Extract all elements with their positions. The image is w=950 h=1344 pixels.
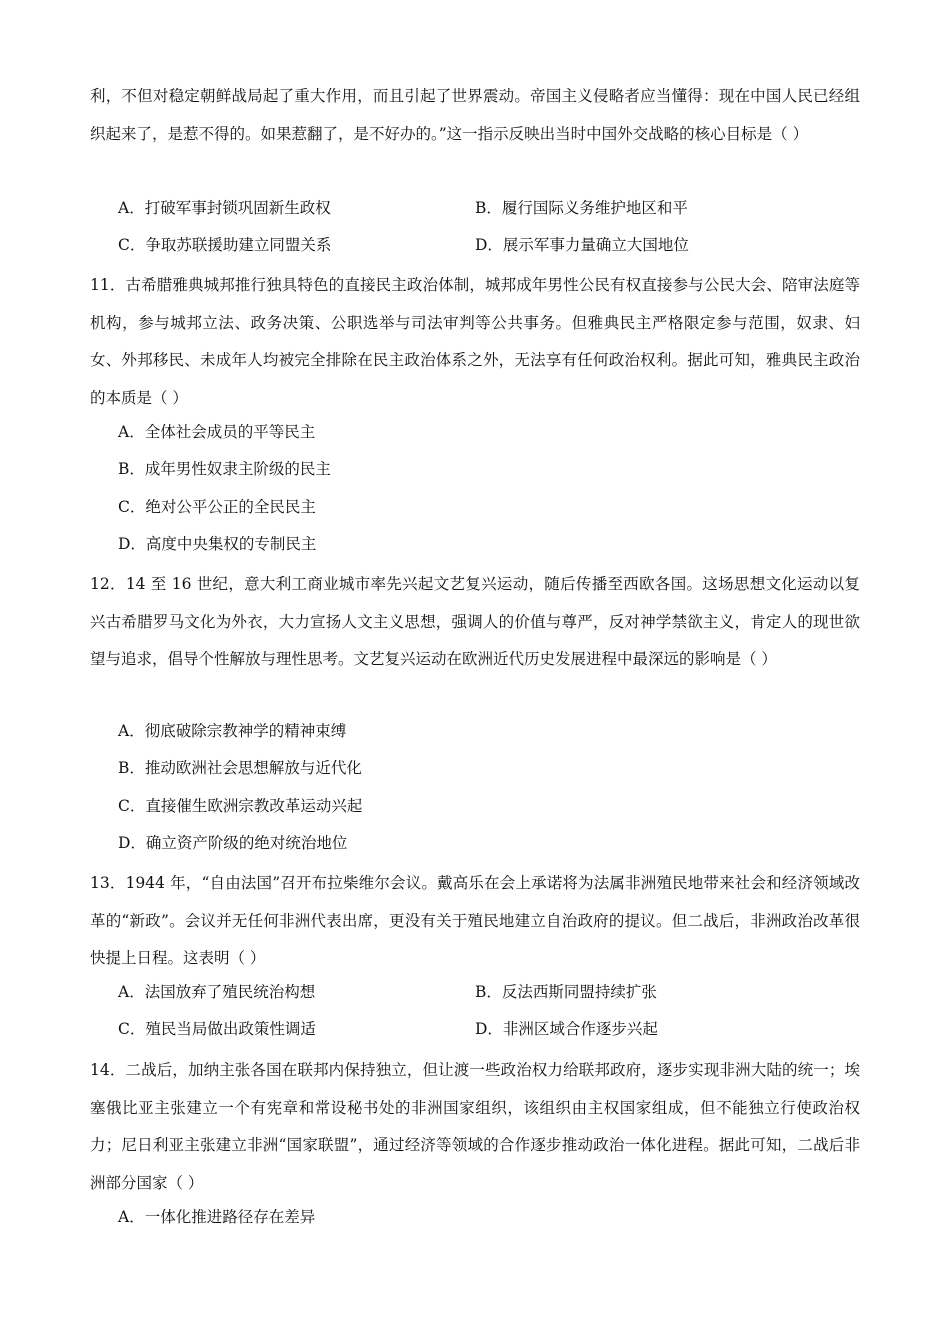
- question-13-option-a[interactable]: A．法国放弃了殖民统治构想: [118, 983, 316, 1001]
- question-10-stem-continuation: 利，不但对稳定朝鲜战局起了重大作用，而且引起了世界震动。帝国主义侵略者应当懂得：现在中国人民已经组织起来了，是惹不得的。如果惹翻了，是不好办的。”这一指示反映出当时中国外交战略的核心目标是（ ）: [90, 87, 860, 143]
- question-13-option-d[interactable]: D．非洲区域合作逐步兴起: [475, 1020, 658, 1038]
- question-12-stem: 12．14 至 16 世纪，意大利工商业城市率先兴起文艺复兴运动，随后传播至西欧各国。这场思想文化运动以复兴古希腊罗马文化为外衣，大力宣扬人文主义思想，强调人的价值与尊严，反对神学禁欲主义，肯定人的现世欲望与追求，倡导个性解放与理性思考。文艺复兴运动在欧洲近代历史发展进程中最深远的影响是（ ）: [90, 575, 860, 668]
- question-13-option-c[interactable]: C．殖民当局做出政策性调适: [118, 1020, 316, 1038]
- question-11-stem: 11．古希腊雅典城邦推行独具特色的直接民主政治体制，城邦成年男性公民有权直接参与公民大会、陪审法庭等机构，参与城邦立法、政务决策、公职选举与司法审判等公共事务。但雅典民主严格限定参与范围，奴隶、妇女、外邦移民、未成年人均被完全排除在民主政治体系之外，无法享有任何政治权利。据此可知，雅典民主政治的本质是（ ）: [90, 276, 860, 407]
- question-12-option-d[interactable]: D．确立资产阶级的绝对统治地位: [118, 834, 348, 852]
- question-13-option-b[interactable]: B．反法西斯同盟持续扩张: [475, 983, 657, 1001]
- question-10-option-a[interactable]: A．打破军事封锁巩固新生政权: [118, 199, 331, 217]
- question-14-stem: 14．二战后，加纳主张各国在联邦内保持独立，但让渡一些政治权力给联邦政府，逐步实现非洲大陆的统一；埃塞俄比亚主张建立一个有宪章和常设秘书处的非洲国家组织，该组织由主权国家组成，但不能独立行使政治权力；尼日利亚主张建立非洲“国家联盟”，通过经济等领域的合作逐步推动政治一体化进程。据此可知，二战后非洲部分国家（ ）: [90, 1061, 860, 1192]
- question-11-option-a[interactable]: A．全体社会成员的平等民主: [118, 423, 316, 441]
- question-12-option-b[interactable]: B．推动欧洲社会思想解放与近代化: [118, 759, 362, 777]
- question-12-option-a[interactable]: A．彻底破除宗教神学的精神束缚: [118, 722, 347, 740]
- question-13-stem: 13．1944 年，“自由法国”召开布拉柴维尔会议。戴高乐在会上承诺将为法属非洲殖民地带来社会和经济领域改革的“新政”。会议并无任何非洲代表出席，更没有关于殖民地建立自治政府的提议。但二战后，非洲政治改革很快提上日程。这表明（ ）: [90, 874, 860, 967]
- question-10-option-c[interactable]: C．争取苏联援助建立同盟关系: [118, 236, 332, 254]
- question-11-option-d[interactable]: D．高度中央集权的专制民主: [118, 535, 317, 553]
- question-14-option-a[interactable]: A．一体化推进路径存在差异: [118, 1208, 316, 1226]
- question-10-option-d[interactable]: D．展示军事力量确立大国地位: [475, 236, 689, 254]
- question-11-option-c[interactable]: C．绝对公平公正的全民民主: [118, 498, 316, 516]
- question-12-option-c[interactable]: C．直接催生欧洲宗教改革运动兴起: [118, 797, 363, 815]
- question-11-option-b[interactable]: B．成年男性奴隶主阶级的民主: [118, 460, 331, 478]
- question-10-option-b[interactable]: B．履行国际义务维护地区和平: [475, 199, 688, 217]
